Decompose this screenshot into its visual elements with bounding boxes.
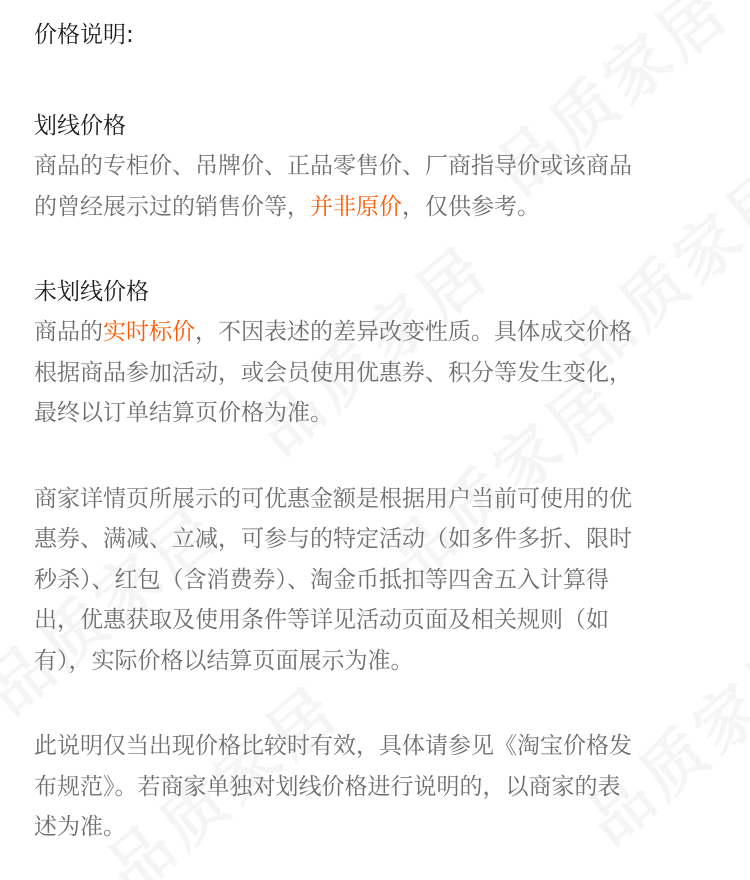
text-segment: 的曾经展示过的销售价等， [34, 193, 310, 220]
unstrike-price-line: 最终以订单结算页价格为准。 [34, 400, 333, 426]
unstrike-price-section [34, 272, 714, 434]
spacer [34, 227, 714, 272]
section-title-strike-price: 划线价格 [34, 113, 126, 139]
discount-line: 秒杀）、红包（含消费券）、淘金币抵扣等四舍五入计算得 [34, 566, 609, 593]
discount-line: 惠券、满减、立减，可参与的特定活动（如多件多折、限时 [34, 526, 632, 552]
unstrike-price-line: 根据商品参加活动，或会员使用优惠券、积分等发生变化， [34, 359, 632, 386]
section-title-unstrike-price: 未划线价格 [34, 279, 149, 305]
spacer [34, 54, 714, 106]
discount-line: 有），实际价格以结算页面展示为准。 [34, 647, 414, 674]
note-line: 布规范》。若商家单独对划线价格进行说明的，以商家的表 [34, 773, 621, 800]
strike-price-line [34, 187, 714, 228]
discount-line: 出，优惠获取及使用条件等详见活动页面及相关规则（如 [34, 607, 609, 633]
highlight-text: 并非原价 [310, 193, 402, 220]
note-section [34, 726, 714, 848]
note-line: 此说明仅当出现价格比较时有效，具体请参见《淘宝价格发 [34, 733, 632, 759]
highlight-text: 实时标价 [103, 319, 195, 345]
discount-section [34, 479, 714, 682]
discount-line: 商家详情页所展示的可优惠金额是根据用户当前可使用的优 [34, 485, 632, 512]
text-segment: ，仅供参考。 [402, 193, 540, 220]
text-segment: 商品的 [34, 319, 103, 345]
text-segment: ，不因表述的差异改变性质。具体成交价格 [195, 319, 632, 345]
strike-price-line: 商品的专柜价、吊牌价、正品零售价、厂商指导价或该商品 [34, 153, 632, 179]
page-title: 价格说明: [34, 22, 134, 48]
spacer [34, 434, 714, 479]
note-line: 述为准。 [34, 814, 126, 840]
unstrike-price-line [34, 312, 714, 353]
strike-price-section [34, 106, 714, 227]
spacer [34, 681, 714, 726]
